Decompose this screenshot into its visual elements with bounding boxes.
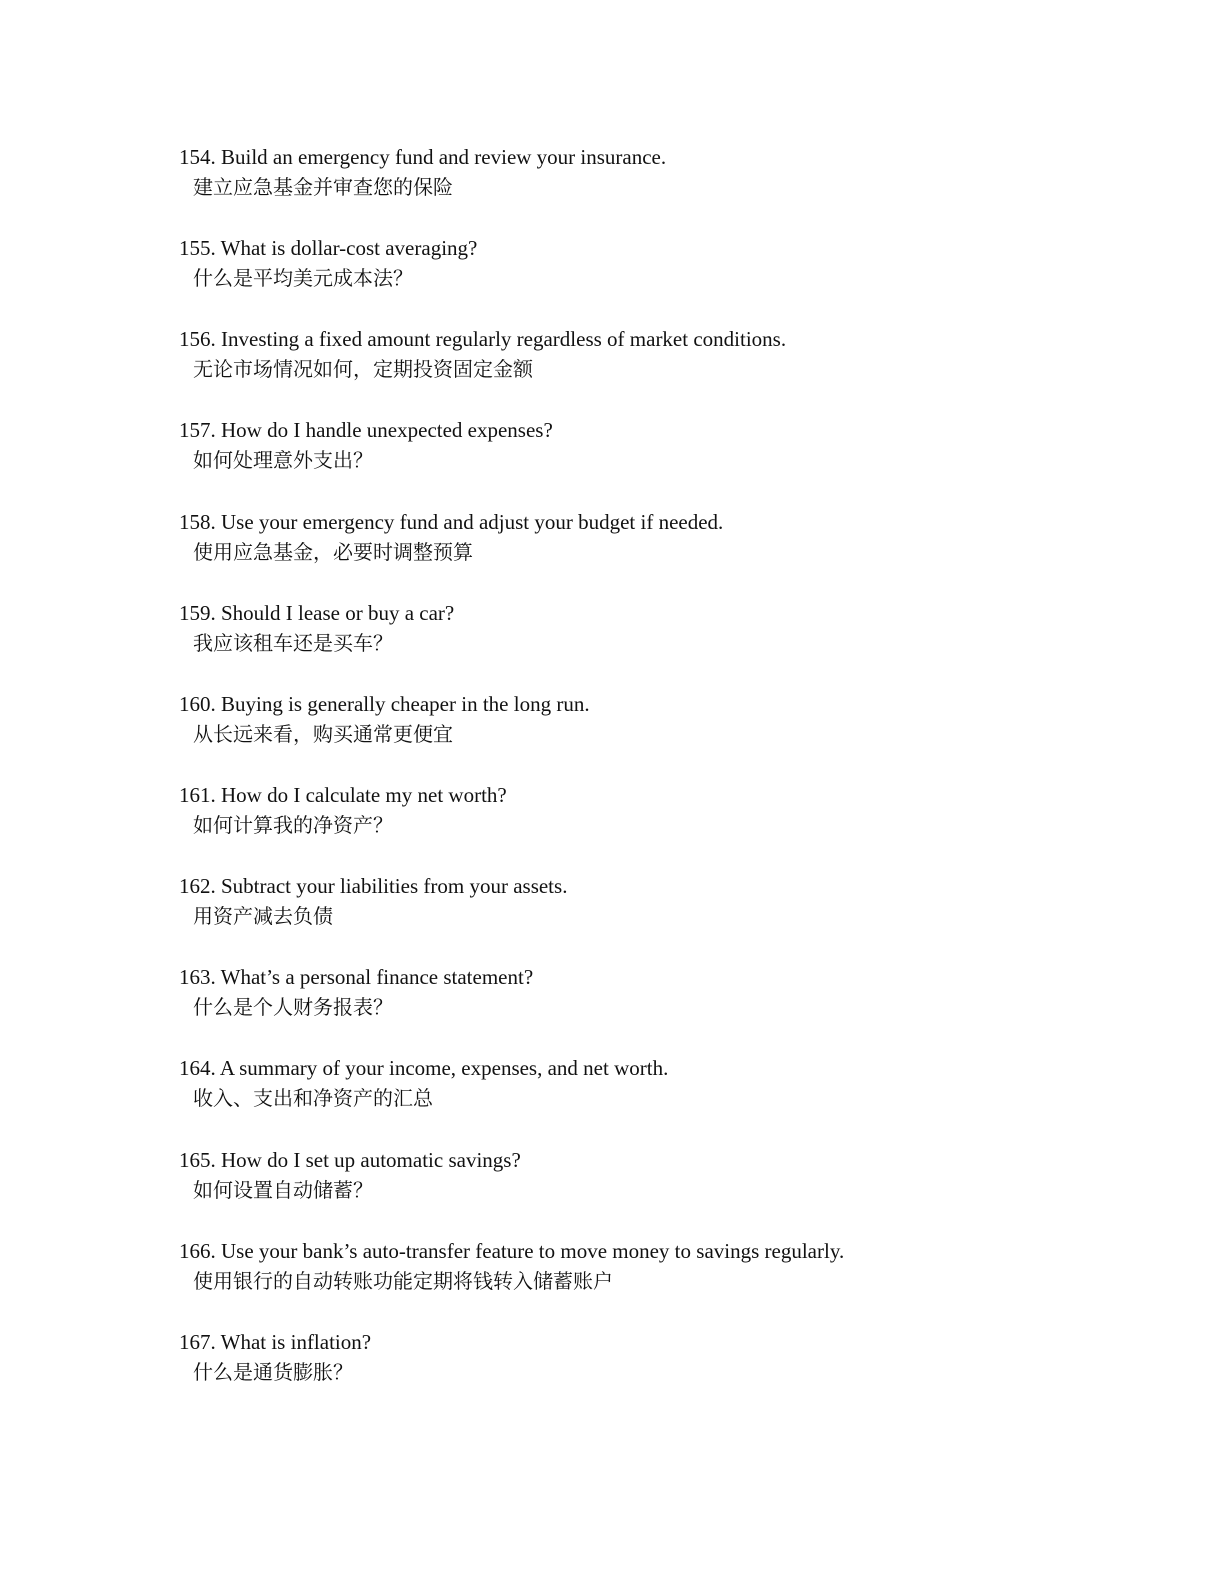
- list-item: [179, 780, 1159, 871]
- list-item: [179, 689, 1159, 780]
- english-line: 162. Subtract your liabilities from your assets.: [179, 874, 568, 899]
- list-item: [179, 324, 1159, 415]
- english-line: 163. What’s a personal finance statement?: [179, 965, 534, 990]
- list-item: [179, 871, 1159, 962]
- english-line: 165. How do I set up automatic savings?: [179, 1147, 521, 1172]
- list-item: [179, 1145, 1159, 1236]
- english-line: 156. Investing a fixed amount regularly regardless of market conditions.: [179, 327, 787, 352]
- chinese-translation: 我应该租车还是买车？: [193, 630, 393, 655]
- chinese-translation: 收入、支出和净资产的汇总: [193, 1086, 433, 1111]
- english-line: 161. How do I calculate my net worth?: [179, 782, 507, 807]
- english-line: 157. How do I handle unexpected expenses?: [179, 418, 553, 443]
- chinese-translation: 什么是通货膨胀？: [193, 1359, 353, 1384]
- list-item: [179, 233, 1159, 324]
- list-item: [179, 415, 1159, 506]
- list-item: [179, 142, 1159, 233]
- list-item: [179, 1053, 1159, 1144]
- english-line: 160. Buying is generally cheaper in the long run.: [179, 691, 590, 716]
- chinese-translation: 什么是个人财务报表？: [193, 995, 393, 1020]
- english-line: 154. Build an emergency fund and review your insurance.: [179, 145, 667, 169]
- chinese-translation: 建立应急基金并审查您的保险: [193, 175, 453, 199]
- list-item: [179, 507, 1159, 598]
- chinese-translation: 使用应急基金，必要时调整预算: [193, 539, 473, 564]
- chinese-translation: 从长远来看，购买通常更便宜: [193, 721, 453, 746]
- english-line: 167. What is inflation?: [179, 1329, 372, 1354]
- english-line: 166. Use your bank’s auto-transfer feature to move money to savings regularly.: [179, 1238, 845, 1263]
- english-line: 164. A summary of your income, expenses, and net worth.: [179, 1056, 669, 1081]
- chinese-translation: 使用银行的自动转账功能定期将钱转入储蓄账户: [193, 1268, 613, 1293]
- list-item: [179, 1236, 1159, 1327]
- chinese-translation: 无论市场情况如何，定期投资固定金额: [193, 357, 533, 382]
- english-line: 159. Should I lease or buy a car?: [179, 600, 455, 625]
- list-item: [179, 962, 1159, 1053]
- chinese-translation: 什么是平均美元成本法？: [193, 266, 413, 291]
- list-item: [179, 598, 1159, 689]
- chinese-translation: 如何处理意外支出？: [193, 448, 373, 473]
- list-item: [179, 1327, 1159, 1418]
- chinese-translation: 如何计算我的净资产？: [193, 812, 393, 837]
- english-line: 155. What is dollar-cost averaging?: [179, 236, 478, 261]
- phrase-list: [179, 142, 1159, 1418]
- chinese-translation: 如何设置自动储蓄？: [193, 1177, 373, 1202]
- chinese-translation: 用资产减去负债: [193, 904, 333, 929]
- english-line: 158. Use your emergency fund and adjust your budget if needed.: [179, 509, 724, 534]
